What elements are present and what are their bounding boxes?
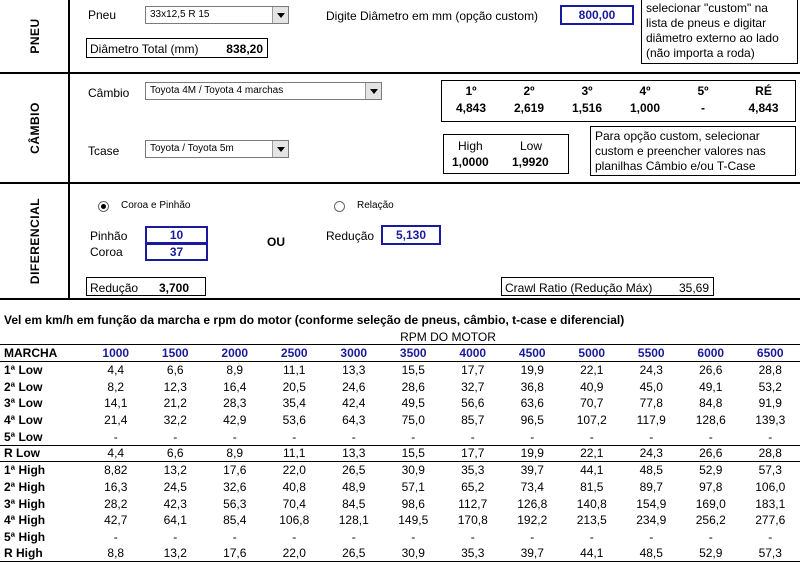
speed-cell: 15,5 [401,446,425,461]
tcase-high-label: High [458,139,483,153]
speed-cell: 63,6 [520,396,544,411]
speed-cell: 8,8 [107,546,125,561]
speed-cell: 56,6 [461,396,485,411]
speed-cell: 53,6 [282,413,306,428]
radio-relacao[interactable] [334,201,345,212]
rpm-column-header: 4000 [459,346,487,361]
speed-cell: 35,3 [461,546,485,561]
pneu-select[interactable] [145,6,289,24]
speed-cell: 140,8 [576,496,607,511]
rpm-column-header: 3500 [399,346,427,361]
speed-cell: - [768,529,773,544]
tcase-high-value: 1,0000 [452,155,489,169]
speed-cell: 19,9 [520,363,544,378]
gear-name: 3º [581,84,593,99]
speed-cell: - [173,429,178,444]
speed-cell: 30,9 [401,463,425,478]
speed-cell: - [589,529,594,544]
gear-row-label: 5ª Low [4,429,43,444]
speed-cell: 49,1 [699,379,723,394]
relacao-reducao-label: Redução [326,229,375,243]
speed-cell: 28,8 [758,446,782,461]
pneu-note-line: diâmetro externo ao lado [646,31,779,45]
tcase-label: Tcase [88,144,120,158]
gear-row-label: 3ª Low [4,396,43,411]
tcase-low-value: 1,9920 [512,155,549,169]
speed-cell: 17,7 [461,446,485,461]
table-row [0,529,800,546]
rpm-column-header: 2500 [280,346,308,361]
speed-cell: 42,3 [163,496,187,511]
speed-cell: 16,3 [104,479,128,494]
speed-cell: 256,2 [695,513,726,528]
speed-cell: 28,3 [223,396,247,411]
speed-cell: 13,2 [163,546,187,561]
speed-cell: 19,9 [520,446,544,461]
speed-cell: 21,2 [163,396,187,411]
speed-cell: 77,8 [639,396,663,411]
speed-cell: 57,3 [758,546,782,561]
speed-cell: 14,1 [104,396,128,411]
speed-cell: 126,8 [517,496,548,511]
speed-cell: 32,2 [163,413,187,428]
speed-cell: 75,0 [401,413,425,428]
table-row [0,412,800,429]
rpm-column-header: 3000 [340,346,368,361]
rpm-header: RPM DO MOTOR [400,330,496,344]
speed-cell: 84,8 [699,396,723,411]
radio-coroa-pinhao-label: Coroa e Pinhão [121,200,191,211]
speed-cell: - [589,429,594,444]
speed-cell: 277,6 [755,513,786,528]
speed-cell: - [113,529,118,544]
speed-cell: 24,3 [639,446,663,461]
speed-cell: 56,3 [223,496,247,511]
speed-cell: 57,1 [401,479,425,494]
speed-cell: - [351,429,356,444]
cambio-section-label: CÂMBIO [0,74,70,182]
gear-row-label: R High [4,546,43,561]
chevron-down-icon[interactable] [365,83,381,99]
table-row [0,479,800,496]
speed-cell: 24,6 [342,379,366,394]
speed-cell: 22,0 [282,546,306,561]
speed-cell: 22,1 [580,363,604,378]
crawl-ratio-label: Crawl Ratio (Redução Máx) [505,281,653,295]
gear-ratio: - [701,101,705,116]
speed-cell: 53,2 [758,379,782,394]
rpm-column-header: 4500 [518,346,546,361]
pneu-select-value: 33x12,5 R 15 [150,9,210,20]
speed-cell: 91,9 [758,396,782,411]
speed-cell: - [530,529,535,544]
speed-cell: 26,6 [699,446,723,461]
speed-cell: 26,6 [699,363,723,378]
ou-label: OU [267,235,285,249]
speed-cell: 169,0 [695,496,726,511]
custom-diameter-input[interactable]: 800,00 [560,5,634,25]
rpm-column-header: 2000 [221,346,249,361]
speed-cell: 8,9 [226,363,244,378]
speed-cell: 49,5 [401,396,425,411]
cambio-note [590,126,796,176]
speed-cell: - [292,429,297,444]
speed-cell: 4,4 [107,446,125,461]
speed-cell: 28,2 [104,496,128,511]
speed-cell: 183,1 [755,496,786,511]
custom-diameter-label: Digite Diâmetro em mm (opção custom) [326,9,539,23]
table-row [0,445,800,462]
pneu-section [0,0,800,74]
speed-cell: 6,6 [166,363,184,378]
tcase-ratio-box [443,134,569,174]
speed-cell: 97,8 [699,479,723,494]
reducao-total-value: 3,700 [159,281,190,295]
rpm-column-header: 6500 [756,346,784,361]
pneu-section-label: PNEU [0,0,70,72]
table-row [0,362,800,379]
cambio-select[interactable] [145,82,382,100]
table-row [0,428,800,445]
speed-cell: 17,6 [223,546,247,561]
speed-cell: 42,9 [223,413,247,428]
pneu-note-line: selecionar "custom" na [646,1,768,15]
gear-row-label: 2ª High [4,479,46,494]
speed-cell: 106,8 [279,513,310,528]
crawl-ratio-value: 35,69 [678,281,709,295]
speed-cell: 44,1 [580,463,604,478]
speed-cell: 20,5 [282,379,306,394]
speed-cell: 8,9 [226,446,244,461]
table-row [0,495,800,512]
speed-cell: 48,5 [639,463,663,478]
speed-cell: 81,5 [580,479,604,494]
speed-cell: 17,6 [223,463,247,478]
gear-row-label: R Low [4,446,40,461]
marcha-header: MARCHA [4,346,58,361]
rpm-column-header: 5000 [578,346,606,361]
rpm-column-header: 5500 [637,346,665,361]
speed-cell: 11,1 [283,446,306,461]
speed-cell: 40,9 [580,379,604,394]
speed-cell: 48,9 [342,479,366,494]
speed-cell: - [232,429,237,444]
speed-cell: 17,7 [461,363,485,378]
speed-cell: 11,1 [283,363,306,378]
speed-cell: 65,2 [461,479,485,494]
rpm-column-header: 6000 [697,346,725,361]
tcase-select-value: Toyota / Toyota 5m [150,143,234,154]
coroa-label: Coroa [90,245,123,259]
cambio-note-line: planilhas Câmbio e/ou T-Case [595,159,756,173]
speed-cell: - [649,529,654,544]
speed-cell: 117,9 [636,413,666,428]
gear-row-label: 3ª High [4,496,46,511]
gear-name: 1º [465,84,477,99]
speed-cell: 39,7 [520,546,544,561]
speed-cell: 22,0 [282,463,306,478]
speed-cell: - [708,529,713,544]
speed-cell: 16,4 [223,379,247,394]
table-row [0,395,800,412]
table-row [0,462,800,479]
gear-row-label: 2ª Low [4,379,43,394]
speed-cell: 35,3 [461,463,485,478]
gear-name: 5º [697,84,709,99]
speed-cell: 13,2 [163,463,187,478]
speed-cell: 107,2 [576,413,607,428]
gear-row-label: 4ª Low [4,413,43,428]
diferencial-section-label: DIFERENCIAL [0,184,70,298]
speed-cell: 42,7 [104,513,128,528]
speed-cell: 192,2 [517,513,548,528]
table-row [0,378,800,395]
speed-cell: - [173,529,178,544]
speed-cell: 15,5 [401,363,425,378]
speed-cell: - [708,429,713,444]
speed-cell: 32,6 [223,479,247,494]
speed-cell: - [411,429,416,444]
table-row [0,545,800,562]
speed-cell: 149,5 [398,513,429,528]
speed-cell: 13,3 [342,446,366,461]
speed-cell: 154,9 [636,496,667,511]
speed-cell: 139,3 [755,413,786,428]
radio-coroa-pinhao[interactable] [98,201,109,212]
speed-cell: - [530,429,535,444]
speed-cell: - [411,529,416,544]
gear-ratio: 2,619 [513,101,545,116]
speed-cell: 42,4 [342,396,366,411]
speed-cell: 4,4 [107,363,125,378]
cambio-section [0,74,800,184]
pneu-note-line: (não importa a roda) [646,46,755,60]
speed-cell: - [470,529,475,544]
pinhao-label: Pinhão [90,229,128,243]
speed-cell: 26,5 [342,546,366,561]
speed-cell: - [470,429,475,444]
gear-row-label: 5ª High [4,529,46,544]
speed-cell: 70,4 [282,496,306,511]
speed-cell: 84,5 [342,496,366,511]
speed-cell: 170,8 [457,513,488,528]
diameter-total-label: Diâmetro Total (mm) [90,42,199,56]
speed-cell: 35,4 [282,396,306,411]
speed-cell: - [649,429,654,444]
speed-table-title: Vel em km/h em função da marcha e rpm do motor (conforme seleção de pneus, câmbio, t-case e diferencial) [4,313,625,327]
speed-cell: 85,7 [461,413,485,428]
speed-cell: 28,8 [758,363,782,378]
speed-cell: 12,3 [163,379,187,394]
tcase-low-label: Low [520,139,543,153]
cambio-select-value: Toyota 4M / Toyota 4 marchas [150,85,284,96]
speed-cell: - [292,529,297,544]
gear-row-label: 1ª High [4,463,46,478]
diferencial-section [0,184,800,300]
pneu-label: Pneu [88,8,117,22]
reducao-total-box [86,277,206,296]
speed-cell: 48,5 [639,546,663,561]
speed-cell: 21,4 [104,413,128,428]
cambio-note-line: Para opção custom, selecionar [595,129,760,143]
speed-cell: 39,7 [520,463,544,478]
speed-cell: - [768,429,773,444]
speed-cell: 128,6 [695,413,726,428]
gear-ratio: 4,843 [748,101,779,116]
speed-cell: 64,3 [342,413,366,428]
speed-cell: 85,4 [223,513,247,528]
reducao-total-label: Redução [90,281,139,295]
relacao-reducao-input[interactable]: 5,130 [381,225,441,245]
speed-cell: 22,1 [580,446,604,461]
pneu-note [641,0,798,64]
speed-cell: 52,9 [699,463,723,478]
table-row [0,512,800,529]
rpm-column-header: 1000 [102,346,130,361]
diameter-total-box [86,38,268,58]
pneu-note-line: lista de pneus e digitar [646,16,767,30]
gear-row-label: 4ª High [4,513,46,528]
gear-ratio: 1,516 [571,101,603,116]
speed-cell: - [232,529,237,544]
speed-cell: 8,2 [107,379,125,394]
rpm-header-row [0,345,800,362]
crawl-ratio-box [501,277,714,296]
rpm-column-header: 1500 [161,346,189,361]
speed-cell: 45,0 [639,379,663,394]
chevron-down-icon[interactable] [272,7,288,23]
cambio-label: Câmbio [88,86,130,100]
gear-name: 2º [523,84,535,99]
speed-cell: 52,9 [699,546,723,561]
speed-cell: 32,7 [461,379,485,394]
speed-cell: 40,8 [282,479,306,494]
tcase-select[interactable] [145,140,289,158]
speed-cell: 112,7 [458,496,488,511]
speed-cell: - [351,529,356,544]
gear-name: RÉ [755,84,772,99]
gear-row-label: 1ª Low [4,363,43,378]
speed-cell: 128,1 [338,513,369,528]
speed-cell: 44,1 [580,546,604,561]
radio-relacao-label: Relação [357,200,394,211]
speed-cell: 64,1 [163,513,187,528]
speed-cell: - [113,429,118,444]
gear-name: 4º [639,84,651,99]
speed-cell: 96,5 [520,413,544,428]
speed-cell: 89,7 [639,479,663,494]
speed-cell: 26,5 [342,463,366,478]
cambio-note-line: custom e preencher valores nas [595,144,766,158]
speed-cell: 36,8 [520,379,544,394]
speed-cell: 30,9 [401,546,425,561]
gear-ratio: 1,000 [629,101,661,116]
speed-cell: 57,3 [758,463,782,478]
speed-cell: 13,3 [342,363,366,378]
speed-cell: 213,5 [576,513,607,528]
speed-table [0,344,800,562]
pinhao-input[interactable]: 10 [145,226,208,244]
speed-cell: 24,3 [639,363,663,378]
speed-cell: 234,9 [636,513,667,528]
speed-cell: 6,6 [166,446,184,461]
speed-cell: 24,5 [163,479,187,494]
coroa-input[interactable]: 37 [145,243,208,261]
speed-cell: 70,7 [580,396,604,411]
gear-ratio: 4,843 [455,101,487,116]
speed-cell: 106,0 [755,479,786,494]
chevron-down-icon[interactable] [272,141,288,157]
diameter-total-value: 838,20 [226,42,263,56]
speed-cell: 73,4 [520,479,544,494]
speed-cell: 98,6 [401,496,425,511]
gear-ratio-table [441,80,796,122]
speed-cell: 8,82 [104,463,128,478]
speed-cell: 28,6 [401,379,425,394]
